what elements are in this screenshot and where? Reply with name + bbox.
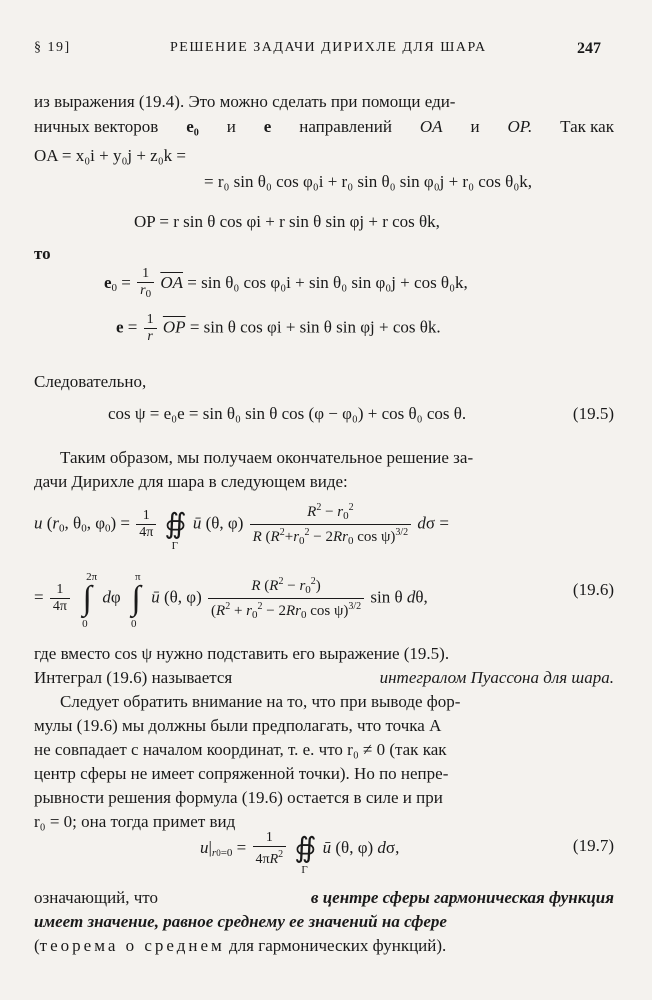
equation-poisson-line2: = $\frac{1}{4\pi}$ ∫ 2π 0 dφ ∫ π 0 ū (θ, φ) $\frac{R (R^2 - r_0^2)}{(R^2 + r_0^2 - 2Rr_0 \cos \psi)^{3/2}}$ sin θ dθ, [34,570,428,630]
running-title: РЕШЕНИЕ ЗАДАЧИ ДИРИХЛЕ ДЛЯ ШАРА [170,40,487,55]
equation-number-19-7: (19.7) [572,836,614,855]
para4-line5: рывности решения формула (19.6) остается в силе и при [34,788,443,807]
para5-line3: (теорема о среднем для гармонических функций). [34,936,447,955]
equation-poisson-line1: u ($r_0$, $\theta_0$, $\varphi_0$) = $\frac{1}{4\pi}$ ∯ Γ ū (θ, φ) $\frac{R^2 - r_0^2}{R (R^2+r_0^2 - 2Rr_0 \cos \psi)^{3/2}}$ dσ = [34,502,449,552]
equation-e0: $e_0$ = $\frac{1}{r_0}$ $\overline{OA} = \sin \theta_0$ cos φ₀i + sin θ₀ sin φ₀j + cos θ₀k, [104,266,468,300]
fraction: $\frac{1}{r}$ [144,312,157,345]
para3-line1: где вместо cos ψ нужно подставить его выражение (19.5). [34,644,450,663]
equation-oa-line1: OA = x₀i + y₀j + z₀k = [34,146,186,165]
surface-integral-symbol: ∯ Γ [294,833,317,876]
para4-line2: мулы (19.6) мы должны были предполагать, что точка A [34,716,442,735]
para5-line1: означающий, что в центре сферы гармоническая функция [34,888,614,907]
para5-line2: имеет значение, равное среднему ее значений на сфере [34,912,447,931]
equation-number-19-5: (19.5) [572,404,614,423]
para4-line4: центр сферы не имеет сопряженной точки). Но по непре- [34,764,449,783]
word-sledovatelno: Следовательно, [34,372,147,391]
fraction: $\frac{1}{4\pi}$ [136,508,156,541]
para1-line1: из выражения (19.4). Это можно сделать при помощи еди- [34,92,456,111]
para4-line1: Следует обратить внимание на то, что при выводе фор- [60,692,461,711]
para2-line2: дачи Дирихле для шара в следующем виде: [34,472,348,491]
equation-number-19-6: (19.6) [572,580,614,599]
para2-line1: Таким образом, мы получаем окончательное решение за- [60,448,474,467]
integral-symbol-theta: ∫ π 0 [130,570,141,630]
fraction: $\frac{1}{4\pi}$ [50,582,70,615]
integral-symbol-phi: ∫ 2π 0 [82,570,98,630]
page-number: 247 [577,40,601,57]
fraction: $\frac{1}{4\pi R^2}$ [253,830,287,868]
surface-integral-symbol: ∯ Γ [164,508,187,552]
equation-mean-value: $u|_{r0=0}$ = $\frac{1}{4\pi R^2}$ ∯ Γ ū (θ, φ) dσ, [200,830,400,876]
para3-line2: Интеграл (19.6) называется интегралом Пуассона для шара. [34,668,614,687]
para4-line6: r₀ = 0; она тогда примет вид [34,812,236,831]
equation-cos-psi: cos ψ = e₀e = sin θ₀ sin θ cos (φ − φ₀) + cos θ₀ cos θ. [108,404,467,423]
fraction: $\frac{R (R^2 - r_0^2)}{(R^2 + r_0^2 - 2Rr_0 \cos \psi)^{3/2}}$ [208,574,364,623]
fraction: $\frac{1}{r_0}$ [137,266,154,302]
equation-oa-line2: = r₀ sin θ₀ cos φ₀i + r₀ sin θ₀ sin φ₀j + r₀ cos θ₀k, [204,172,532,191]
section-number: § 19] [34,40,71,55]
equation-op: OP = r sin θ cos φi + r sin θ sin φj + r cos θk, [134,212,440,231]
para1-line2: ничных векторов e₀ и e направлений OA и OP. Так как [34,117,614,136]
word-to: то [34,244,51,263]
equation-e: e = $\frac{1}{r}$ $\overline{OP} = \sin \theta$ cos φi + sin θ sin φj + cos θk. [116,312,441,344]
fraction: $\frac{R^2 - r_0^2}{R (R^2+r_0^2 - 2Rr_0 \cos \psi)^{3/2}}$ [250,500,412,549]
para4-line3: не совпадает с началом координат, т. е. что r₀ ≠ 0 (так как [34,740,447,759]
